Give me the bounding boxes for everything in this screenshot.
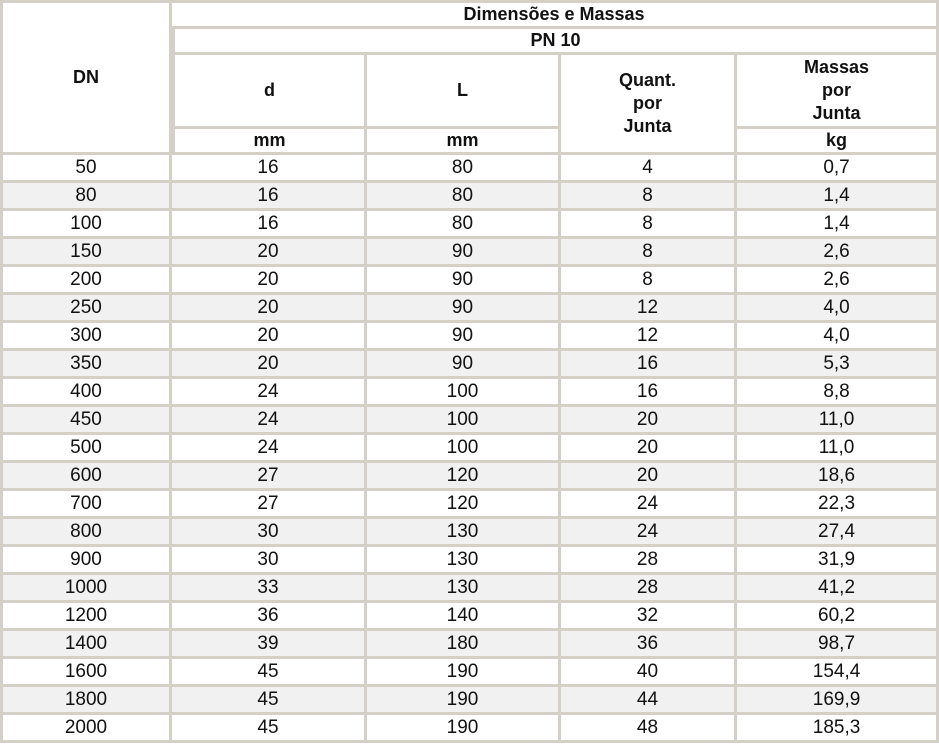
dn-cell: 1600 bbox=[0, 659, 172, 687]
quant-cell: 8 bbox=[561, 239, 737, 267]
massas-header-line: Massas bbox=[803, 57, 870, 77]
quant-header-line: Junta bbox=[623, 116, 672, 136]
dn-cell: 50 bbox=[0, 155, 172, 183]
quant-cell: 16 bbox=[561, 379, 737, 407]
l-cell: 90 bbox=[367, 323, 561, 351]
table-row bbox=[0, 575, 939, 603]
table-row bbox=[0, 323, 939, 351]
l-header: L bbox=[367, 55, 561, 129]
massa-cell: 98,7 bbox=[737, 631, 939, 659]
l-cell: 190 bbox=[367, 687, 561, 715]
l-cell: 90 bbox=[367, 267, 561, 295]
dn-cell: 2000 bbox=[0, 715, 172, 743]
dn-cell: 1400 bbox=[0, 631, 172, 659]
dn-cell: 300 bbox=[0, 323, 172, 351]
d-cell: 39 bbox=[172, 631, 367, 659]
table-row bbox=[0, 267, 939, 295]
massa-cell: 5,3 bbox=[737, 351, 939, 379]
dn-cell: 350 bbox=[0, 351, 172, 379]
table-row bbox=[0, 687, 939, 715]
d-cell: 27 bbox=[172, 463, 367, 491]
quant-header-line: por bbox=[633, 93, 662, 113]
quant-cell: 32 bbox=[561, 603, 737, 631]
table-row bbox=[0, 659, 939, 687]
d-cell: 45 bbox=[172, 715, 367, 743]
l-cell: 140 bbox=[367, 603, 561, 631]
quant-cell: 36 bbox=[561, 631, 737, 659]
massa-cell: 22,3 bbox=[737, 491, 939, 519]
d-cell: 20 bbox=[172, 295, 367, 323]
dn-cell: 200 bbox=[0, 267, 172, 295]
group-title-header: Dimensões e Massas bbox=[172, 0, 939, 29]
table-row bbox=[0, 407, 939, 435]
l-cell: 100 bbox=[367, 407, 561, 435]
quant-header-line: Quant. bbox=[619, 70, 676, 90]
l-cell: 130 bbox=[367, 575, 561, 603]
d-cell: 30 bbox=[172, 547, 367, 575]
d-cell: 20 bbox=[172, 323, 367, 351]
quant-cell: 12 bbox=[561, 323, 737, 351]
l-cell: 190 bbox=[367, 715, 561, 743]
massa-cell: 8,8 bbox=[737, 379, 939, 407]
d-header: d bbox=[172, 55, 367, 129]
dn-cell: 250 bbox=[0, 295, 172, 323]
l-cell: 190 bbox=[367, 659, 561, 687]
table-row bbox=[0, 491, 939, 519]
dn-cell: 80 bbox=[0, 183, 172, 211]
d-cell: 24 bbox=[172, 435, 367, 463]
dn-cell: 1800 bbox=[0, 687, 172, 715]
d-cell: 20 bbox=[172, 351, 367, 379]
l-cell: 100 bbox=[367, 379, 561, 407]
massas-header-line: por bbox=[822, 80, 852, 100]
quant-header bbox=[561, 55, 737, 155]
massa-cell: 11,0 bbox=[737, 435, 939, 463]
table-body bbox=[0, 155, 939, 743]
dn-cell: 150 bbox=[0, 239, 172, 267]
table-row bbox=[0, 239, 939, 267]
massas-unit-header: kg bbox=[737, 129, 939, 155]
massa-cell: 0,7 bbox=[737, 155, 939, 183]
d-cell: 16 bbox=[172, 211, 367, 239]
l-unit-header: mm bbox=[367, 129, 561, 155]
d-cell: 20 bbox=[172, 239, 367, 267]
table-row bbox=[0, 547, 939, 575]
header-row-title bbox=[0, 0, 939, 29]
table-row bbox=[0, 211, 939, 239]
dn-cell: 600 bbox=[0, 463, 172, 491]
l-cell: 120 bbox=[367, 491, 561, 519]
d-cell: 30 bbox=[172, 519, 367, 547]
table-row bbox=[0, 519, 939, 547]
quant-cell: 8 bbox=[561, 183, 737, 211]
massa-cell: 18,6 bbox=[737, 463, 939, 491]
dn-cell: 450 bbox=[0, 407, 172, 435]
d-cell: 27 bbox=[172, 491, 367, 519]
l-cell: 90 bbox=[367, 239, 561, 267]
dn-cell: 100 bbox=[0, 211, 172, 239]
d-cell: 24 bbox=[172, 407, 367, 435]
dn-cell: 900 bbox=[0, 547, 172, 575]
massa-cell: 2,6 bbox=[737, 267, 939, 295]
dn-header: DN bbox=[0, 0, 172, 155]
quant-cell: 20 bbox=[561, 407, 737, 435]
quant-cell: 40 bbox=[561, 659, 737, 687]
massa-cell: 31,9 bbox=[737, 547, 939, 575]
quant-cell: 12 bbox=[561, 295, 737, 323]
table-row bbox=[0, 183, 939, 211]
dn-cell: 800 bbox=[0, 519, 172, 547]
l-cell: 80 bbox=[367, 211, 561, 239]
massa-cell: 4,0 bbox=[737, 323, 939, 351]
pressure-class-header: PN 10 bbox=[172, 29, 939, 55]
quant-cell: 8 bbox=[561, 267, 737, 295]
table-row bbox=[0, 715, 939, 743]
quant-cell: 44 bbox=[561, 687, 737, 715]
massa-cell: 2,6 bbox=[737, 239, 939, 267]
l-cell: 90 bbox=[367, 351, 561, 379]
quant-cell: 28 bbox=[561, 575, 737, 603]
table-row bbox=[0, 463, 939, 491]
massa-cell: 169,9 bbox=[737, 687, 939, 715]
dn-cell: 1000 bbox=[0, 575, 172, 603]
d-cell: 45 bbox=[172, 659, 367, 687]
table-row bbox=[0, 295, 939, 323]
table-row bbox=[0, 351, 939, 379]
dn-cell: 400 bbox=[0, 379, 172, 407]
l-cell: 80 bbox=[367, 155, 561, 183]
d-cell: 36 bbox=[172, 603, 367, 631]
massa-cell: 41,2 bbox=[737, 575, 939, 603]
quant-cell: 24 bbox=[561, 519, 737, 547]
table-row bbox=[0, 603, 939, 631]
quant-cell: 20 bbox=[561, 463, 737, 491]
table-row bbox=[0, 155, 939, 183]
massa-cell: 11,0 bbox=[737, 407, 939, 435]
massas-header bbox=[737, 55, 939, 129]
massa-cell: 1,4 bbox=[737, 211, 939, 239]
dn-cell: 500 bbox=[0, 435, 172, 463]
dn-cell: 700 bbox=[0, 491, 172, 519]
massa-cell: 185,3 bbox=[737, 715, 939, 743]
massa-cell: 27,4 bbox=[737, 519, 939, 547]
table-row bbox=[0, 379, 939, 407]
table-row bbox=[0, 435, 939, 463]
quant-cell: 28 bbox=[561, 547, 737, 575]
massas-header-line: Junta bbox=[812, 103, 861, 123]
massa-cell: 60,2 bbox=[737, 603, 939, 631]
l-cell: 180 bbox=[367, 631, 561, 659]
d-cell: 16 bbox=[172, 155, 367, 183]
d-cell: 24 bbox=[172, 379, 367, 407]
l-cell: 120 bbox=[367, 463, 561, 491]
l-cell: 130 bbox=[367, 519, 561, 547]
quant-cell: 4 bbox=[561, 155, 737, 183]
d-unit-header: mm bbox=[172, 129, 367, 155]
quant-cell: 8 bbox=[561, 211, 737, 239]
d-cell: 16 bbox=[172, 183, 367, 211]
quant-cell: 48 bbox=[561, 715, 737, 743]
quant-cell: 24 bbox=[561, 491, 737, 519]
massa-cell: 1,4 bbox=[737, 183, 939, 211]
table-row bbox=[0, 631, 939, 659]
d-cell: 33 bbox=[172, 575, 367, 603]
massa-cell: 4,0 bbox=[737, 295, 939, 323]
l-cell: 100 bbox=[367, 435, 561, 463]
l-cell: 80 bbox=[367, 183, 561, 211]
table-header bbox=[0, 0, 939, 155]
l-cell: 90 bbox=[367, 295, 561, 323]
d-cell: 45 bbox=[172, 687, 367, 715]
massa-cell: 154,4 bbox=[737, 659, 939, 687]
l-cell: 130 bbox=[367, 547, 561, 575]
d-cell: 20 bbox=[172, 267, 367, 295]
quant-cell: 16 bbox=[561, 351, 737, 379]
dn-cell: 1200 bbox=[0, 603, 172, 631]
quant-cell: 20 bbox=[561, 435, 737, 463]
